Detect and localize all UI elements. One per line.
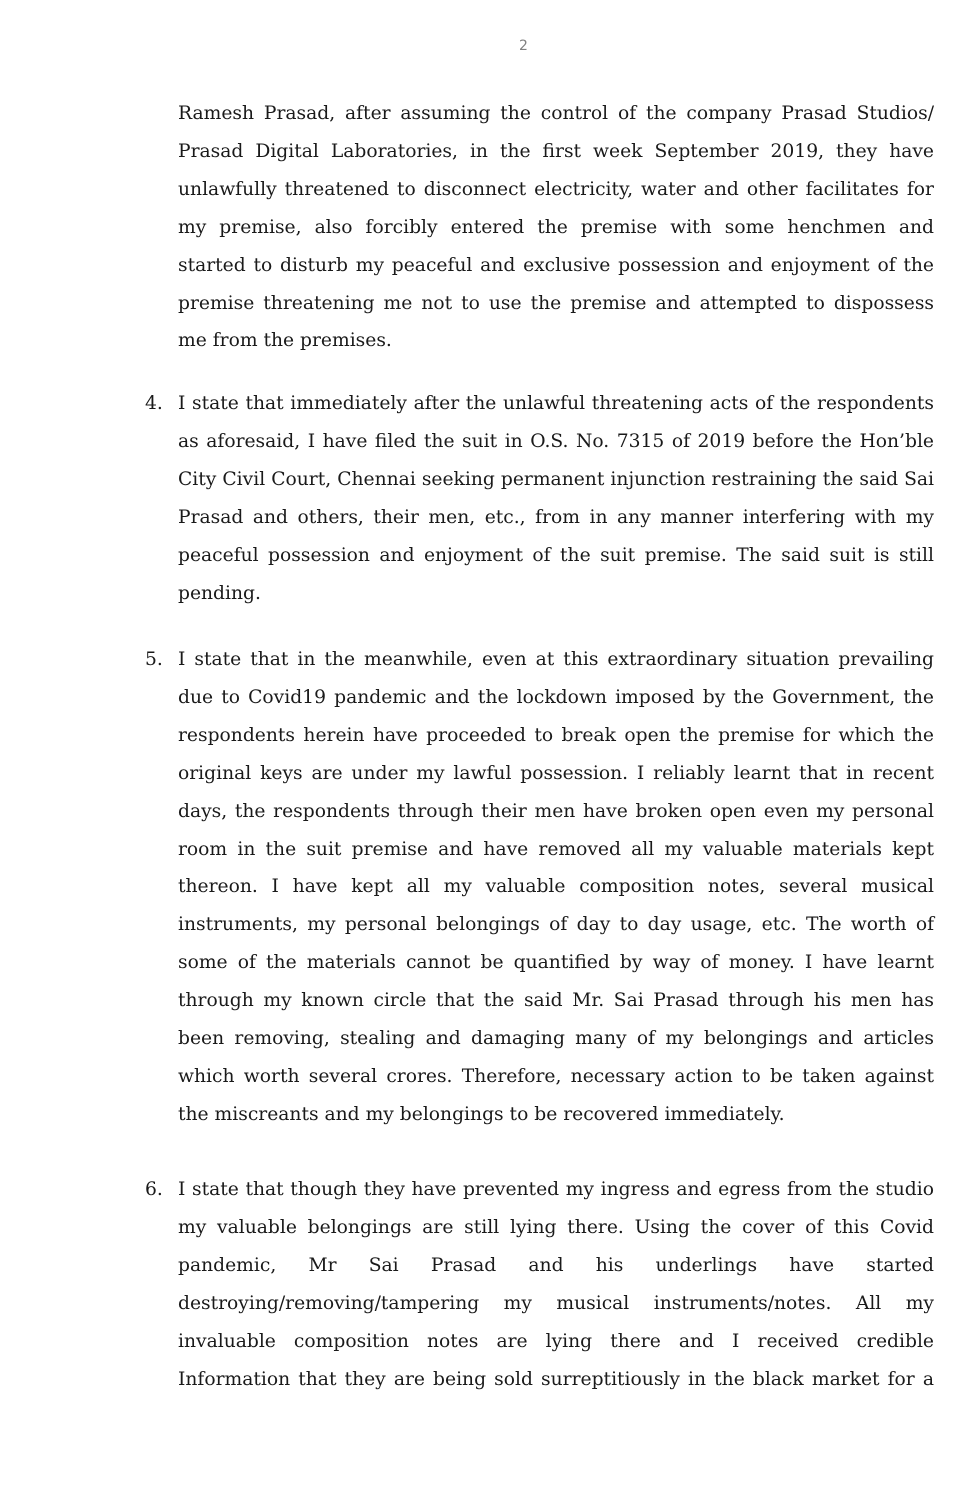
paragraph-body: I state that though they have prevented my ingress and egress from the studio my valuable belongings are still lying there. Using the cover of this Covid pandemic, Mr Sai Prasad and his underlings have started destroying/removing/tampering my musical instruments/notes. All my invaluable composition notes are lying there and I received credible Information that they are being sold surreptitiously in the black market for a <box>178 1179 934 1390</box>
paragraph-number: 4. <box>145 393 163 414</box>
paragraph-number: 5. <box>145 649 163 670</box>
continuation-paragraph: Ramesh Prasad, after assuming the control of the company Prasad Studios/ Prasad Digital Laboratories, in the first week September 2019, they have unlawfully threatened to disconnect electricity, water and other facilitates for my premise, also forcibly entered the premise with some henchmen and started to disturb my peaceful and exclusive possession and enjoyment of the premise threatening me not to use the premise and attempted to dispossess me from the premises. <box>178 103 934 352</box>
page-number: 2 <box>519 38 528 54</box>
paragraph-body: I state that in the meanwhile, even at this extraordinary situation prevailing due to Covid19 pandemic and the lockdown imposed by the Government, the respondents herein have proceeded to break open the premise for which the original keys are under my lawful possession. I reliably learnt that in recent days, the respondents through their men have broken open even my personal room in the suit premise and have removed all my valuable materials kept thereon. I have kept all my valuable composition notes, several musical instruments, my personal belongings of day to day usage, etc. The worth of some of the materials cannot be quantified by way of money. I have learnt through my known circle that the said Mr. Sai Prasad through his men has been removing, stealing and damaging many of my belongings and articles which worth several crores. Therefore, necessary action to be taken against the miscreants and my belongings to be recovered immediately. <box>178 649 934 1125</box>
paragraph-body: I state that immediately after the unlawful threatening acts of the respondents as aforesaid, I have filed the suit in O.S. No. 7315 of 2019 before the Hon’ble City Civil Court, Chennai seeking permanent injunction restraining the said Sai Prasad and others, their men, etc., from in any manner interfering with my peaceful possession and enjoyment of the suit premise. The said suit is still pending. <box>178 393 934 604</box>
paragraph-number: 6. <box>145 1179 163 1200</box>
